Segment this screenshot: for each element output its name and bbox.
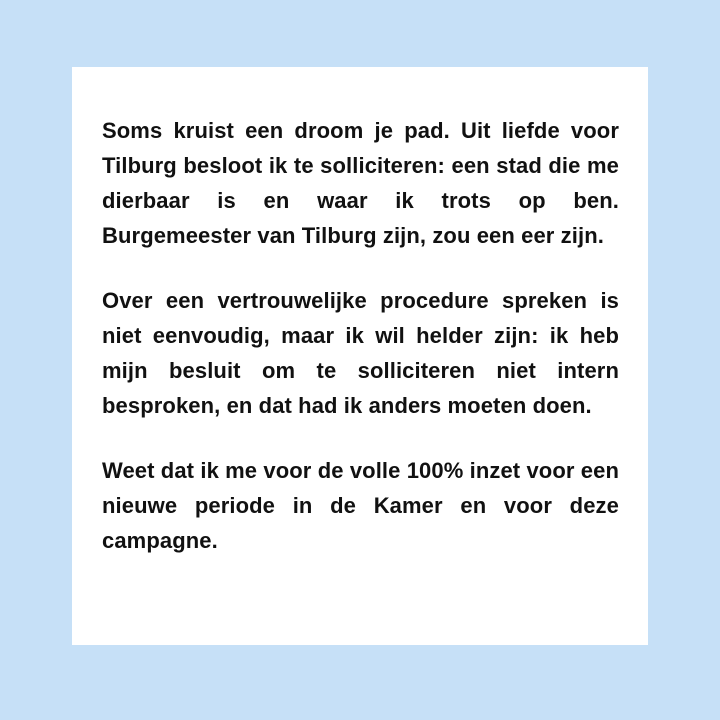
statement-paragraph-3: Weet dat ik me voor de volle 100% inzet voor een nieuwe periode in de Kamer en voor deze campagne. xyxy=(102,458,619,553)
statement-card xyxy=(72,67,648,645)
statement-paragraph-2: Over een vertrouwelijke procedure spreken is niet eenvoudig, maar ik wil helder zijn: ik heb mijn besluit om te solliciteren niet intern besproken, en dat had ik anders moeten doen. xyxy=(102,288,619,418)
statement-paragraph-1: Soms kruist een droom je pad. Uit liefde voor Tilburg besloot ik te solliciteren: een stad die me dierbaar is en waar ik trots op ben. Burgemeester van Tilburg zijn, zou een eer zijn. xyxy=(102,118,619,248)
